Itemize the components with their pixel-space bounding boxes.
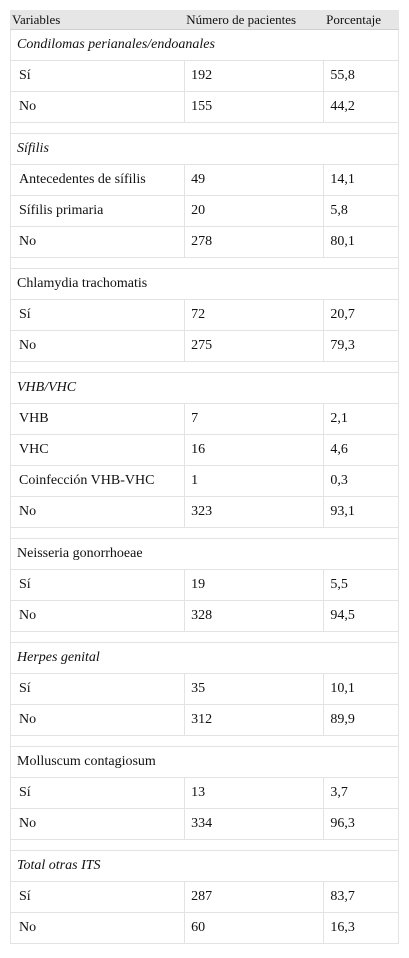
table-body <box>10 30 399 944</box>
patient-count-cell: 20 <box>185 196 324 226</box>
section-title: Neisseria gonorrhoeae <box>10 539 399 570</box>
section-spacer <box>10 362 399 373</box>
row-label-cell: No <box>11 809 185 839</box>
section-title: Molluscum contagiosum <box>10 747 399 778</box>
percentage-cell: 14,1 <box>330 172 355 187</box>
percentage-cell: 3,7 <box>330 785 348 800</box>
row-label-cell: Sí <box>11 674 185 704</box>
table-section <box>10 643 399 747</box>
table-section <box>10 30 399 134</box>
row-label-cell: No <box>11 705 185 735</box>
table-row <box>10 497 399 528</box>
row-label-cell: Sí <box>11 778 185 808</box>
row-label-cell: Sí <box>11 61 185 91</box>
patient-count-cell: 275 <box>185 331 324 361</box>
percentage-cell: 55,8 <box>330 68 355 83</box>
row-label-cell: No <box>11 331 185 361</box>
percentage-cell: 4,6 <box>330 442 348 457</box>
row-label-cell: Sífilis primaria <box>11 196 185 226</box>
percentage-cell: 5,5 <box>330 577 348 592</box>
section-spacer <box>10 258 399 269</box>
patient-count-cell: 155 <box>185 92 324 122</box>
table-row <box>10 404 399 435</box>
row-label-cell: No <box>11 227 185 257</box>
data-table <box>10 10 399 944</box>
table-row <box>10 913 399 944</box>
row-label-cell: VHB <box>11 404 185 434</box>
percentage-cell: 83,7 <box>330 889 355 904</box>
table-row <box>10 570 399 601</box>
table-section <box>10 851 399 944</box>
header-percentage: Porcentaje <box>326 12 382 27</box>
patient-count-cell: 16 <box>185 435 324 465</box>
row-label-cell: No <box>11 497 185 527</box>
patient-count-cell: 278 <box>185 227 324 257</box>
percentage-cell: 16,3 <box>330 920 355 935</box>
patient-count-cell: 287 <box>185 882 324 912</box>
table-row <box>10 227 399 258</box>
table-row <box>10 809 399 840</box>
table-section <box>10 134 399 269</box>
patient-count-cell: 1 <box>185 466 324 496</box>
table-row <box>10 466 399 497</box>
percentage-cell: 20,7 <box>330 307 355 322</box>
patient-count-cell: 192 <box>185 61 324 91</box>
section-title: Chlamydia trachomatis <box>10 269 399 300</box>
percentage-cell: 93,1 <box>330 504 355 519</box>
section-title: Total otras ITS <box>10 851 399 882</box>
section-title: Herpes genital <box>10 643 399 674</box>
percentage-cell: 10,1 <box>330 681 355 696</box>
percentage-cell: 44,2 <box>330 99 355 114</box>
row-label-cell: Sí <box>11 882 185 912</box>
row-label-cell: Sí <box>11 300 185 330</box>
section-title: VHB/VHC <box>10 373 399 404</box>
table-section <box>10 269 399 373</box>
table-row <box>10 882 399 913</box>
section-spacer <box>10 736 399 747</box>
percentage-cell: 79,3 <box>330 338 355 353</box>
patient-count-cell: 7 <box>185 404 324 434</box>
table-row <box>10 331 399 362</box>
patient-count-cell: 19 <box>185 570 324 600</box>
row-label-cell: Antecedentes de sífilis <box>11 165 185 195</box>
table-row <box>10 435 399 466</box>
table-row <box>10 778 399 809</box>
table-row <box>10 61 399 92</box>
patient-count-cell: 13 <box>185 778 324 808</box>
percentage-cell: 94,5 <box>330 608 355 623</box>
section-title: Sífilis <box>10 134 399 165</box>
header-patient-count: Número de pacientes <box>186 12 297 27</box>
table-row <box>10 705 399 736</box>
patient-count-cell: 334 <box>185 809 324 839</box>
row-label-cell: No <box>11 913 185 943</box>
table-row <box>10 165 399 196</box>
table-row <box>10 601 399 632</box>
section-title: Condilomas perianales/endoanales <box>10 30 399 61</box>
patient-count-cell: 35 <box>185 674 324 704</box>
percentage-cell: 0,3 <box>330 473 348 488</box>
row-label-cell: Coinfección VHB-VHC <box>11 466 185 496</box>
patient-count-cell: 312 <box>185 705 324 735</box>
section-spacer <box>10 528 399 539</box>
table-section <box>10 373 399 539</box>
percentage-cell: 80,1 <box>330 234 355 249</box>
percentage-cell: 89,9 <box>330 712 355 727</box>
percentage-cell: 96,3 <box>330 816 355 831</box>
table-row <box>10 92 399 123</box>
header-variables: Variables <box>12 12 61 27</box>
patient-count-cell: 60 <box>185 913 324 943</box>
patient-count-cell: 323 <box>185 497 324 527</box>
table-section <box>10 747 399 851</box>
section-spacer <box>10 840 399 851</box>
section-spacer <box>10 123 399 134</box>
row-label-cell: VHC <box>11 435 185 465</box>
table-section <box>10 539 399 643</box>
table-row <box>10 300 399 331</box>
patient-count-cell: 72 <box>185 300 324 330</box>
table-header <box>10 10 399 30</box>
patient-count-cell: 49 <box>185 165 324 195</box>
row-label-cell: No <box>11 92 185 122</box>
table-row <box>10 674 399 705</box>
row-label-cell: No <box>11 601 185 631</box>
row-label-cell: Sí <box>11 570 185 600</box>
table-row <box>10 196 399 227</box>
section-spacer <box>10 632 399 643</box>
percentage-cell: 5,8 <box>330 203 348 218</box>
patient-count-cell: 328 <box>185 601 324 631</box>
percentage-cell: 2,1 <box>330 411 348 426</box>
